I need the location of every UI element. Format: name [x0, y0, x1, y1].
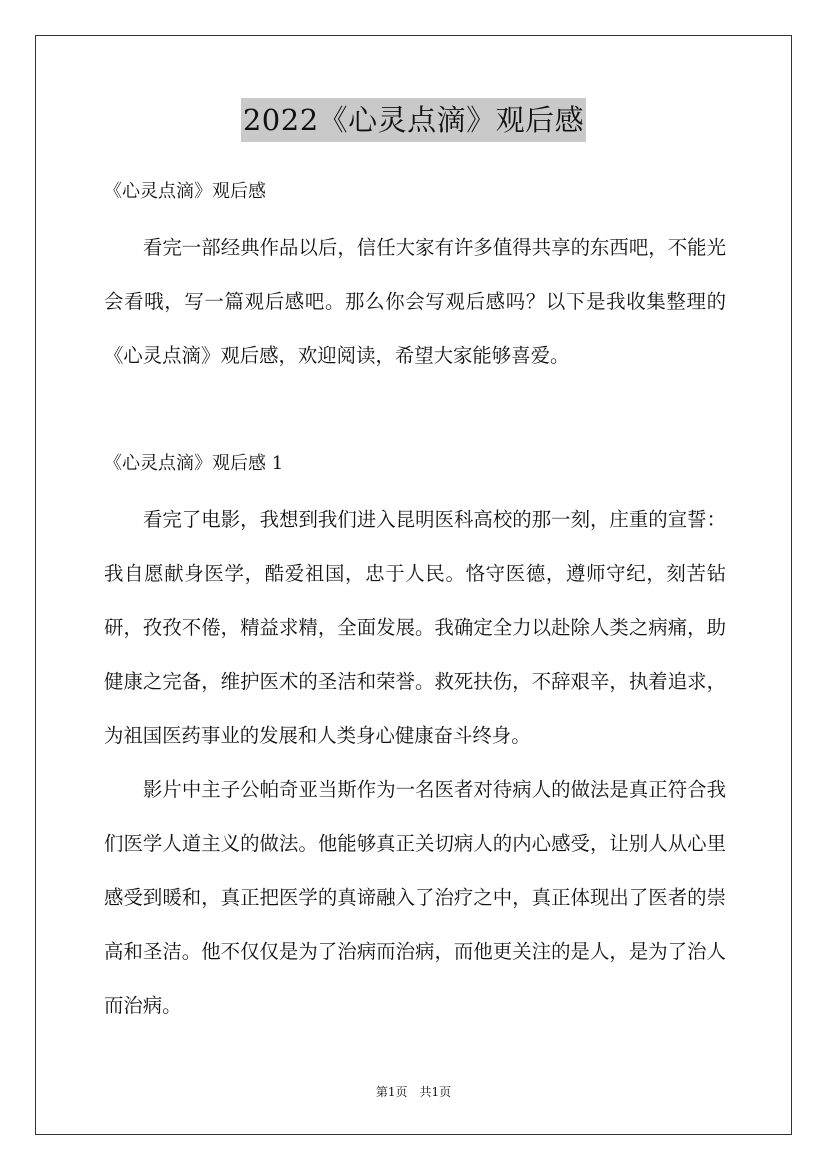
body-paragraph-1: 看完了电影，我想到我们进入昆明医科高校的那一刻，庄重的宣誓：我自愿献身医学，酷爱祖国，忠于人民。恪守医德，遵师守纪，刻苦钻研，孜孜不倦，精益求精，全面发展。我确定全力以赴除人类之病痛，助健康之完备，维护医术的圣洁和荣誉。救死扶伤，不辞艰辛，执着追求，为祖国医药事业的发展和人类身心健康奋斗终身。 — [104, 508, 726, 747]
intro-paragraph: 看完一部经典作品以后，信任大家有许多值得共享的东西吧，不能光会看哦，写一篇观后感吧。那么你会写观后感吗？以下是我收集整理的《心灵点滴》观后感，欢迎阅读，希望大家能够喜爱。 — [104, 236, 726, 367]
section-heading: 《心灵点滴》观后感 1 — [104, 453, 284, 474]
title-container — [0, 98, 827, 142]
document-subtitle: 《心灵点滴》观后感 — [104, 181, 266, 202]
document-title: 2022《心灵点滴》观后感 — [241, 98, 586, 142]
body-paragraph-2: 影片中主子公帕奇亚当斯作为一名医者对待病人的做法是真正符合我们医学人道主义的做法。他能够真正关切病人的内心感受，让别人从心里感受到暖和，真正把医学的真谛融入了治疗之中，真正体现出了医者的崇高和圣洁。他不仅仅是为了治病而治病，而他更关注的是人，是为了治人而治病。 — [104, 778, 726, 1017]
page-footer: 第1页 共1页 — [375, 1085, 452, 1099]
